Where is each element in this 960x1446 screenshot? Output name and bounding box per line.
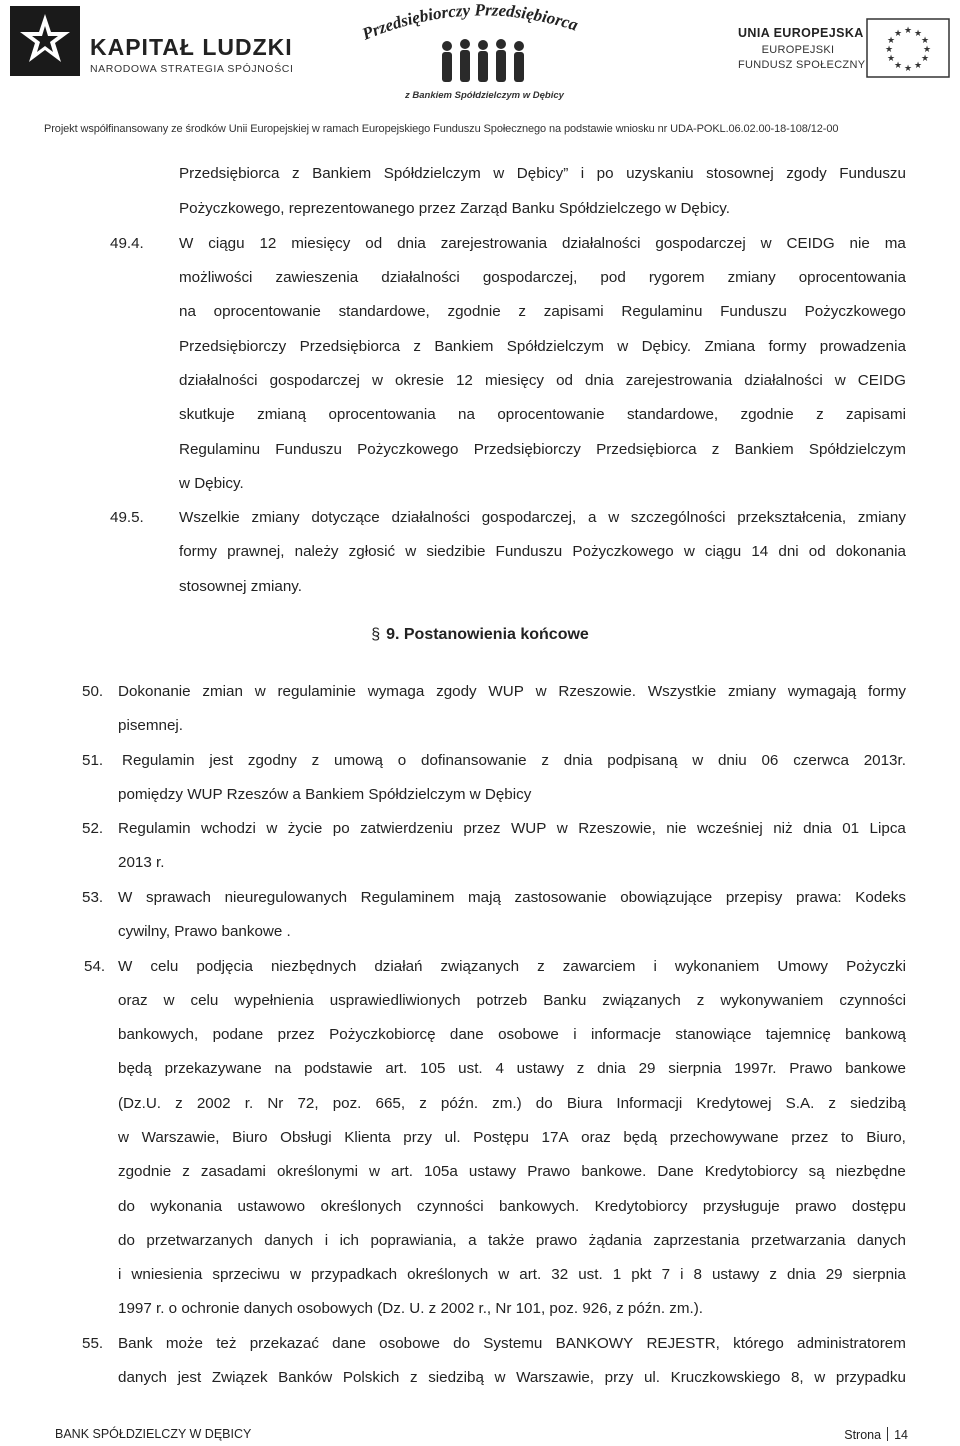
przedsiebiorczy-subtitle: z Bankiem Spółdzielczym w Dębicy — [405, 90, 564, 101]
kapital-ludzki-mark-icon — [10, 6, 80, 76]
item-number: 55. — [82, 1335, 104, 1352]
eu-social-fund-logo — [738, 18, 953, 80]
footer-separator — [887, 1427, 888, 1441]
text-line: Przedsiębiorca z Bankiem Spółdzielczym w Dębicy” i po uzyskaniu stosownej zgody Funduszu — [179, 165, 906, 182]
footer-bank-name: BANK SPÓŁDZIELCZY W DĘBICY — [55, 1427, 252, 1441]
text-line: stosownej zmiany. — [179, 578, 302, 595]
svg-text:★: ★ — [913, 29, 923, 39]
text-line: Przedsiębiorczy Przedsiębiorca z Bankiem Spółdzielczym w Dębicy. Zmiana formy prowadzenia — [179, 338, 906, 355]
text-line: będą przekazywane na podstawie art. 105 ust. 4 ustawy z dnia 29 sierpnia 1997r. Prawo bankowe — [118, 1060, 906, 1077]
eu-subtitle-2: FUNDUSZ SPOŁECZNY — [738, 59, 866, 71]
item-number: 51. — [82, 752, 104, 769]
project-cofinancing-note: Projekt współfinansowany ze środków Unii Europejskiej w ramach Europejskiego Funduszu Społecznego na podstawie wniosku nr UDA-POKL.06.02.00-18-108/12-00 — [44, 123, 839, 135]
kapital-ludzki-logo — [10, 6, 300, 78]
kapital-ludzki-title: KAPITAŁ LUDZKI — [90, 34, 293, 60]
footer-page-info — [844, 1427, 908, 1442]
text-line: formy prawnej, należy zgłosić w siedzibie Funduszu Pożyczkowego w ciągu 14 dni od dokonania — [179, 543, 906, 560]
text-line: W celu podjęcia niezbędnych działań związanych z zawarciem i wykonaniem Umowy Pożyczki — [118, 958, 906, 975]
item-number: 52. — [82, 820, 104, 837]
section-heading — [0, 626, 960, 644]
text-line: do przetwarzanych danych i ich poprawiania, a także prawo żądania zaprzestania przetwarzania danych — [118, 1232, 906, 1249]
svg-text:★: ★ — [903, 26, 913, 36]
footer-page-label: Strona — [844, 1428, 882, 1442]
text-line: i wniesienia sprzeciwu w przypadkach określonych w art. 32 ust. 1 pkt 7 i 8 ustawy z dnia 29 sierpnia — [118, 1266, 906, 1283]
svg-text:★: ★ — [886, 54, 896, 64]
text-line: W ciągu 12 miesięcy od dnia zarejestrowania działalności gospodarczej w CEIDG nie ma — [179, 235, 906, 252]
item-number: 49.5. — [110, 509, 144, 526]
item-number: 54. — [84, 958, 106, 975]
text-line: Pożyczkowego, reprezentowanego przez Zarząd Banku Spółdzielczego w Dębicy. — [179, 200, 730, 217]
text-line: W sprawach nieuregulowanych Regulaminem mają zastosowanie obowiązujące przepisy prawa: Kodeks — [118, 889, 906, 906]
text-line: (Dz.U. z 2002 r. Nr 72, poz. 665, z późn. zm.) do Biura Informacji Kredytowej S.A. z siedzibą — [118, 1095, 906, 1112]
text-line: możliwości zawieszenia działalności gospodarczej, pod rygorem zmiany oprocentowania — [179, 269, 906, 286]
people-silhouettes-icon — [435, 38, 535, 84]
eu-flag-icon — [866, 18, 950, 78]
text-line: skutkuje zmianą oprocentowania na oprocentowanie standardowe, zgodnie z zapisami — [179, 406, 906, 423]
section-symbol: § — [371, 626, 381, 643]
przedsiebiorczy-logo — [355, 0, 595, 106]
svg-text:★: ★ — [920, 36, 930, 46]
text-line: cywilny, Prawo bankowe . — [118, 923, 291, 940]
svg-text:★: ★ — [893, 29, 903, 39]
text-line: w Warszawie, Biuro Obsługi Klienta przy ul. Postępu 17A oraz będą przechowywane przez to Biuro, — [118, 1129, 906, 1146]
text-line: Dokonanie zmian w regulaminie wymaga zgody WUP w Rzeszowie. Wszystkie zmiany wymagają formy — [118, 683, 906, 700]
page-footer — [55, 1424, 908, 1446]
text-line: 2013 r. — [118, 854, 165, 871]
eu-subtitle-1: EUROPEJSKI — [761, 44, 835, 56]
svg-text:★: ★ — [922, 45, 932, 55]
text-line: zgodnie z zasadami określonymi w art. 105a ustawy Prawo bankowe. Dane Kredytobiorcy są niezbędne — [118, 1163, 906, 1180]
svg-text:★: ★ — [886, 36, 896, 46]
item-number: 53. — [82, 889, 104, 906]
text-line: w Dębicy. — [179, 475, 244, 492]
przedsiebiorczy-title: Przedsiębiorczy Przedsiębiorca — [359, 0, 581, 44]
text-line: działalności gospodarczej w okresie 12 miesięcy od dnia zarejestrowania działalności w CEIDG — [179, 372, 906, 389]
svg-text:★: ★ — [903, 64, 913, 74]
text-line: danych jest Związek Banków Polskich z siedzibą w Warszawie, przy ul. Kruczkowskiego 8, w przypadku — [118, 1369, 906, 1386]
text-line: Regulamin jest zgodny z umową o dofinansowanie z dnia podpisaną w dniu 06 czerwca 2013r. — [122, 752, 906, 769]
kapital-ludzki-subtitle: NARODOWA STRATEGIA SPÓJNOŚCI — [90, 63, 294, 75]
text-line: Regulamin wchodzi w życie po zatwierdzeniu przez WUP w Rzeszowie, nie wcześniej niż dnia 01 Lipca — [118, 820, 906, 837]
svg-text:★: ★ — [920, 54, 930, 64]
svg-text:★: ★ — [884, 45, 894, 55]
text-line: do wykonania ustawowo określonych czynności bankowych. Kredytobiorcy przysługuje prawo dostępu — [118, 1198, 906, 1215]
text-line: Wszelkie zmiany dotyczące działalności gospodarczej, a w szczególności przekształcenia, zmiany — [179, 509, 906, 526]
text-line: na oprocentowanie standardowe, zgodnie z zapisami Regulaminu Funduszu Pożyczkowego — [179, 303, 906, 320]
svg-text:★: ★ — [893, 61, 903, 71]
text-line: pomiędzy WUP Rzeszów a Bankiem Spółdzielczym w Dębicy — [118, 786, 532, 803]
svg-text:★: ★ — [913, 61, 923, 71]
item-number: 50. — [82, 683, 104, 700]
text-line: pisemnej. — [118, 717, 183, 734]
item-number: 49.4. — [110, 235, 144, 252]
text-line: oraz w celu wypełnienia usprawiedliwionych potrzeb Banku związanych z wykonywaniem czynności — [118, 992, 906, 1009]
text-line: Bank może też przekazać dane osobowe do Systemu BANKOWY REJESTR, którego administratorem — [118, 1335, 906, 1352]
text-line: 1997 r. o ochronie danych osobowych (Dz. U. z 2002 r., Nr 101, poz. 926, z późn. zm.). — [118, 1300, 704, 1317]
footer-page-number: 14 — [894, 1428, 908, 1442]
eu-title: UNIA EUROPEJSKA — [738, 26, 864, 40]
text-line: Regulaminu Funduszu Pożyczkowego Przedsiębiorczy Przedsiębiorca z Bankiem Spółdzielczym — [179, 441, 906, 458]
page-header — [0, 0, 960, 140]
section-title: 9. Postanowienia końcowe — [386, 626, 589, 643]
text-line: bankowych, podane przez Pożyczkobiorcę dane osobowe i informacje stanowiące tajemnicę bankową — [118, 1026, 906, 1043]
